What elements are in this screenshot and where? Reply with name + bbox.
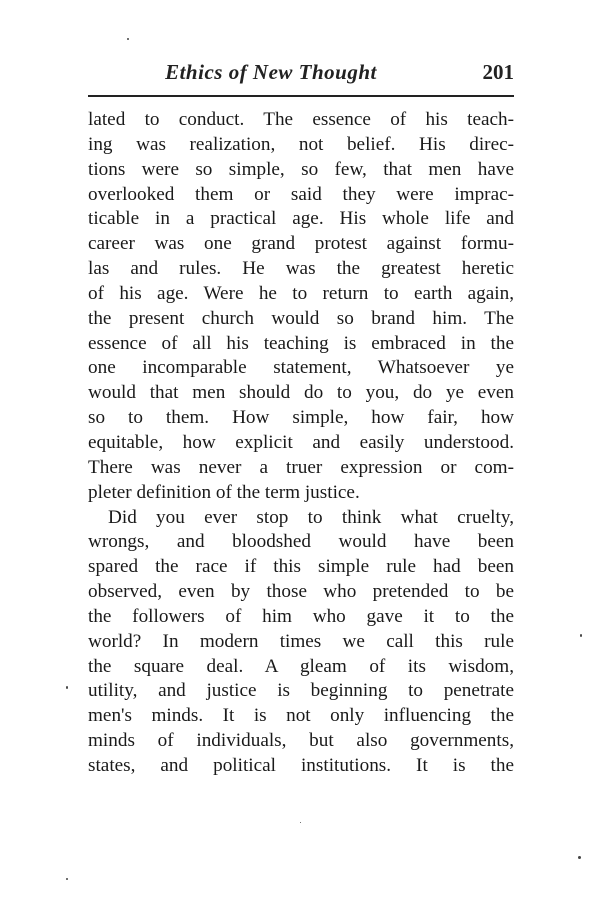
scan-speck [300, 822, 301, 823]
scan-speck [66, 878, 68, 880]
text-line: career was one grand protest against formu- [88, 233, 514, 255]
text-line: pleter definition of the term justice. [88, 481, 360, 503]
scan-speck [580, 634, 582, 637]
text-line: las and rules. He was the greatest heretic [88, 258, 514, 280]
text-line: equitable, how explicit and easily understood. [88, 431, 514, 453]
text-line: states, and political institutions. It is the [88, 754, 514, 776]
text-line: There was never a truer expression or com- [88, 456, 514, 478]
body-text [88, 108, 514, 779]
text-line: the present church would so brand him. The [88, 307, 514, 329]
text-line: men's minds. It is not only influencing the [88, 705, 514, 727]
text-line: world? In modern times we call this rule [88, 630, 514, 652]
text-line: ing was realization, not belief. His direc- [88, 133, 514, 155]
text-line: wrongs, and bloodshed would have been [88, 531, 514, 553]
text-line: the square deal. A gleam of its wisdom, [88, 655, 514, 677]
text-line: would that men should do to you, do ye even [88, 382, 514, 404]
page-number: 201 [482, 60, 514, 84]
text-line: utility, and justice is beginning to penetrate [88, 680, 514, 702]
header-rule [88, 95, 514, 97]
text-line: spared the race if this simple rule had been [88, 556, 514, 578]
text-line: overlooked them or said they were imprac- [88, 183, 514, 205]
text-line: so to them. How simple, how fair, how [88, 407, 514, 429]
running-title: Ethics of New Thought [165, 60, 377, 84]
scan-speck [127, 38, 129, 40]
scan-speck [578, 856, 581, 859]
text-line: ticable in a practical age. His whole life and [88, 208, 514, 230]
text-line: essence of all his teaching is embraced in the [88, 332, 514, 354]
page-header [88, 60, 514, 88]
text-line: the followers of him who gave it to the [88, 605, 514, 627]
text-line: of his age. Were he to return to earth again, [88, 282, 514, 304]
text-line: observed, even by those who pretended to be [88, 581, 514, 603]
text-line: minds of individuals, but also governments, [88, 730, 514, 752]
text-line: tions were so simple, so few, that men have [88, 158, 514, 180]
text-line: lated to conduct. The essence of his teach- [88, 109, 514, 130]
text-line: Did you ever stop to think what cruelty, [108, 506, 514, 528]
scan-speck [66, 686, 68, 689]
text-line: one incomparable statement, Whatsoever ye [88, 357, 514, 379]
